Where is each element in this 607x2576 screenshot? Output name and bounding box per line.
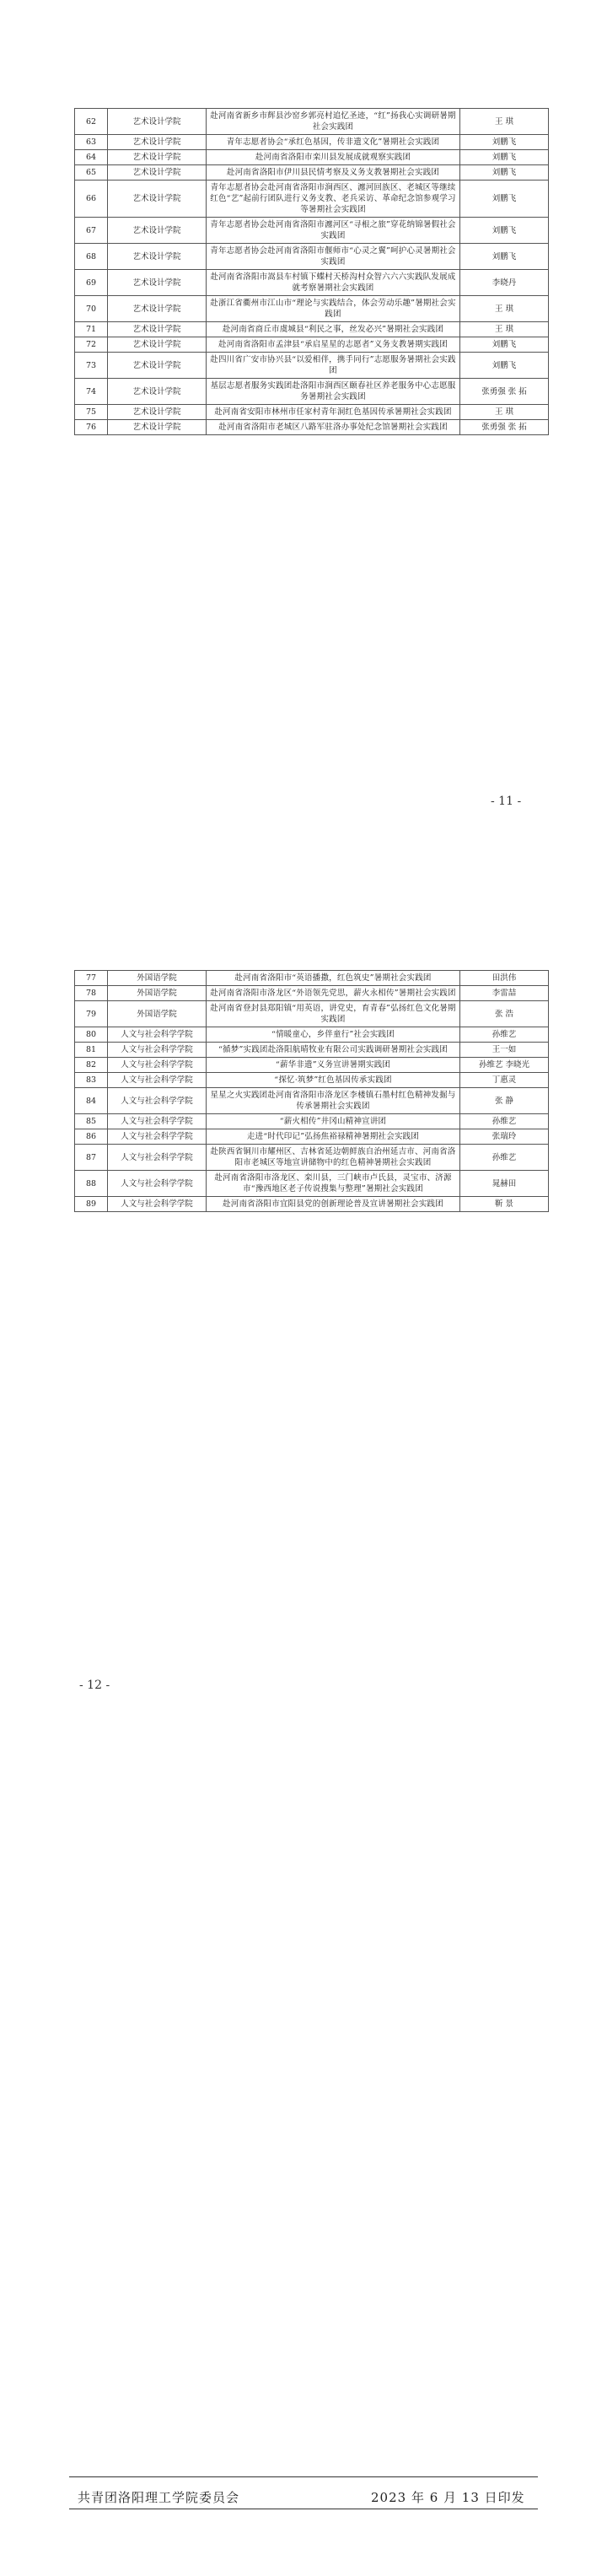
table-row bbox=[75, 1058, 549, 1073]
table-row bbox=[75, 1073, 549, 1088]
table-row bbox=[75, 420, 549, 435]
table-row bbox=[75, 181, 549, 218]
team-name-cell: 青年志愿者协会赴河南省洛阳市涧西区、瀍河回族区、老城区等继续红色“艺”起前行团队进行义务支教、老兵采访、革命纪念馆参观学习等暑期社会实践团 bbox=[207, 181, 460, 218]
college-cell: 艺术设计学院 bbox=[108, 337, 207, 353]
table-row bbox=[75, 1027, 549, 1043]
row-number: 76 bbox=[75, 420, 108, 435]
team-name-cell: 赴河南省洛阳市嵩县车村镇下蝶村天桥沟村众智六六六实践队发展成就考察暑期社会实践团 bbox=[207, 270, 460, 296]
row-number: 85 bbox=[75, 1114, 108, 1129]
table-row bbox=[75, 1114, 549, 1129]
row-number: 66 bbox=[75, 181, 108, 218]
team-name-cell: “薪火相传”井冈山精神宣讲团 bbox=[207, 1114, 460, 1129]
row-number: 88 bbox=[75, 1171, 108, 1197]
table-row bbox=[75, 353, 549, 379]
team-name-cell: “情暖童心，乡伴童行”社会实践团 bbox=[207, 1027, 460, 1043]
row-number: 73 bbox=[75, 353, 108, 379]
row-number: 75 bbox=[75, 405, 108, 420]
team-name-cell: 赴河南省洛阳市“英语播撒，红色筑史”暑期社会实践团 bbox=[207, 971, 460, 986]
table-row bbox=[75, 150, 549, 165]
college-cell: 艺术设计学院 bbox=[108, 353, 207, 379]
team-name-cell: 青年志愿者协会赴河南省洛阳市瀍河区“寻根之旅”穿花纳锦暑假社会实践团 bbox=[207, 218, 460, 244]
college-cell: 人文与社会科学学院 bbox=[108, 1171, 207, 1197]
leader-cell: 田洪伟 bbox=[460, 971, 549, 986]
row-number: 86 bbox=[75, 1129, 108, 1145]
roster-table-page-12 bbox=[74, 970, 530, 1212]
college-cell: 人文与社会科学学院 bbox=[108, 1043, 207, 1058]
leader-cell: 晁赫田 bbox=[460, 1171, 549, 1197]
table-row bbox=[75, 1001, 549, 1027]
team-name-cell: 走进“时代印记”弘扬焦裕禄精神暑期社会实践团 bbox=[207, 1129, 460, 1145]
leader-cell: 刘鹏飞 bbox=[460, 337, 549, 353]
table-row bbox=[75, 296, 549, 322]
row-number: 69 bbox=[75, 270, 108, 296]
college-cell: 艺术设计学院 bbox=[108, 165, 207, 181]
table-row bbox=[75, 405, 549, 420]
table-row bbox=[75, 1145, 549, 1171]
leader-cell: 李晓丹 bbox=[460, 270, 549, 296]
leader-cell: 王 琪 bbox=[460, 109, 549, 135]
college-cell: 人文与社会科学学院 bbox=[108, 1197, 207, 1212]
row-number: 63 bbox=[75, 135, 108, 150]
leader-cell: 孙维艺 bbox=[460, 1114, 549, 1129]
row-number: 82 bbox=[75, 1058, 108, 1073]
college-cell: 艺术设计学院 bbox=[108, 135, 207, 150]
team-name-cell: 赴河南省新乡市辉县沙窑乡郭亮村追忆圣迹，“红”扬我心实调研暑期社会实践团 bbox=[207, 109, 460, 135]
leader-cell: 孙维艺 bbox=[460, 1027, 549, 1043]
team-name-cell: 赴河南省洛阳市老城区八路军驻洛办事处纪念馆暑期社会实践团 bbox=[207, 420, 460, 435]
team-name-cell: 青年志愿者协会赴河南省洛阳市偃师市“心灵之翼”呵护心灵暑期社会实践团 bbox=[207, 244, 460, 270]
team-name-cell: “循梦”实践团赴洛阳航晴牧业有限公司实践调研暑期社会实践团 bbox=[207, 1043, 460, 1058]
leader-cell: 刘鹏飞 bbox=[460, 244, 549, 270]
college-cell: 人文与社会科学学院 bbox=[108, 1027, 207, 1043]
leader-cell: 张勇强 张 拓 bbox=[460, 379, 549, 405]
footer-top-rule bbox=[69, 2476, 538, 2477]
leader-cell: 刘鹏飞 bbox=[460, 150, 549, 165]
college-cell: 艺术设计学院 bbox=[108, 322, 207, 337]
college-cell: 人文与社会科学学院 bbox=[108, 1114, 207, 1129]
row-number: 74 bbox=[75, 379, 108, 405]
team-name-cell: 赴四川省广安市协兴县“以爱相伴，携手同行”志愿服务暑期社会实践团 bbox=[207, 353, 460, 379]
row-number: 80 bbox=[75, 1027, 108, 1043]
college-cell: 人文与社会科学学院 bbox=[108, 1088, 207, 1114]
table-row bbox=[75, 322, 549, 337]
leader-cell: 张瑞玲 bbox=[460, 1129, 549, 1145]
leader-cell: 王 琪 bbox=[460, 405, 549, 420]
leader-cell: 刘鹏飞 bbox=[460, 353, 549, 379]
college-cell: 艺术设计学院 bbox=[108, 218, 207, 244]
college-cell: 艺术设计学院 bbox=[108, 181, 207, 218]
table-row bbox=[75, 270, 549, 296]
team-name-cell: 赴河南省洛阳市孟津县“承启星星的志愿者”义务支教暑期实践团 bbox=[207, 337, 460, 353]
leader-cell: 丁惠灵 bbox=[460, 1073, 549, 1088]
row-number: 64 bbox=[75, 150, 108, 165]
roster-table-page-11 bbox=[74, 108, 527, 435]
table-row bbox=[75, 337, 549, 353]
row-number: 68 bbox=[75, 244, 108, 270]
table-row bbox=[75, 1129, 549, 1145]
college-cell: 外国语学院 bbox=[108, 1001, 207, 1027]
table-row bbox=[75, 1171, 549, 1197]
row-number: 81 bbox=[75, 1043, 108, 1058]
leader-cell: 李雷喆 bbox=[460, 986, 549, 1001]
leader-cell: 刘鹏飞 bbox=[460, 135, 549, 150]
row-number: 89 bbox=[75, 1197, 108, 1212]
row-number: 72 bbox=[75, 337, 108, 353]
table-row bbox=[75, 1197, 549, 1212]
leader-cell: 王 琪 bbox=[460, 322, 549, 337]
row-number: 78 bbox=[75, 986, 108, 1001]
team-name-cell: 赴浙江省衢州市江山市“理论与实践结合，体会劳动乐趣”暑期社会实践团 bbox=[207, 296, 460, 322]
team-name-cell: 赴河南省洛阳市栾川县发展成就观察实践团 bbox=[207, 150, 460, 165]
row-number: 79 bbox=[75, 1001, 108, 1027]
footer-issuer: 共青团洛阳理工学院委员会 bbox=[78, 2490, 240, 2505]
leader-cell: 王 琪 bbox=[460, 296, 549, 322]
college-cell: 艺术设计学院 bbox=[108, 296, 207, 322]
college-cell: 艺术设计学院 bbox=[108, 150, 207, 165]
page-number: - 11 - bbox=[491, 795, 522, 808]
college-cell: 外国语学院 bbox=[108, 986, 207, 1001]
table-row bbox=[75, 379, 549, 405]
college-cell: 艺术设计学院 bbox=[108, 420, 207, 435]
leader-cell: 张 浩 bbox=[460, 1001, 549, 1027]
table-row bbox=[75, 1088, 549, 1114]
team-name-cell: 星星之火实践团赴河南省洛阳市洛龙区李楼镇石墨村红色精神发掘与传承暑期社会实践团 bbox=[207, 1088, 460, 1114]
college-cell: 艺术设计学院 bbox=[108, 244, 207, 270]
college-cell: 艺术设计学院 bbox=[108, 405, 207, 420]
table-row bbox=[75, 244, 549, 270]
leader-cell: 孙维艺 李晓光 bbox=[460, 1058, 549, 1073]
row-number: 67 bbox=[75, 218, 108, 244]
leader-cell: 刘鹏飞 bbox=[460, 181, 549, 218]
leader-cell: 刘鹏飞 bbox=[460, 165, 549, 181]
row-number: 71 bbox=[75, 322, 108, 337]
college-cell: 人文与社会科学学院 bbox=[108, 1145, 207, 1171]
page-number: - 12 - bbox=[79, 1679, 110, 1692]
team-name-cell: “薪华非遗”义务宣讲暑期实践团 bbox=[207, 1058, 460, 1073]
team-name-cell: 基层志愿者服务实践团赴洛阳市涧西区颐春社区养老服务中心志愿服务暑期社会实践团 bbox=[207, 379, 460, 405]
row-number: 70 bbox=[75, 296, 108, 322]
leader-cell: 王一如 bbox=[460, 1043, 549, 1058]
team-name-cell: 赴河南省洛阳市洛龙区、栾川县，三门峡市卢氏县，灵宝市、济源市“豫西地区老子传说搜集与整理”暑期社会实践团 bbox=[207, 1171, 460, 1197]
leader-cell: 孙维艺 bbox=[460, 1145, 549, 1171]
team-name-cell: 赴河南省洛阳市伊川县民情考察及义务支教暑期社会实践团 bbox=[207, 165, 460, 181]
table-row bbox=[75, 971, 549, 986]
college-cell: 人文与社会科学学院 bbox=[108, 1058, 207, 1073]
row-number: 84 bbox=[75, 1088, 108, 1114]
college-cell: 艺术设计学院 bbox=[108, 270, 207, 296]
table-row bbox=[75, 165, 549, 181]
row-number: 62 bbox=[75, 109, 108, 135]
row-number: 65 bbox=[75, 165, 108, 181]
table-row bbox=[75, 109, 549, 135]
team-name-cell: 赴河南省洛阳市洛龙区“外语领先党思，薪火永相传”暑期社会实践团 bbox=[207, 986, 460, 1001]
table-row bbox=[75, 1043, 549, 1058]
college-cell: 人文与社会科学学院 bbox=[108, 1129, 207, 1145]
college-cell: 艺术设计学院 bbox=[108, 109, 207, 135]
team-name-cell: 赴河南省洛阳市宜阳县党的创新理论普及宣讲暑期社会实践团 bbox=[207, 1197, 460, 1212]
team-name-cell: 赴陕西省铜川市耀州区、吉林省延边朝鲜族自治州延吉市、河南省洛阳市老城区等地宣讲储物中的红色精神暑期社会实践团 bbox=[207, 1145, 460, 1171]
team-name-cell: 赴河南省安阳市林州市任家村青年洞红色基因传承暑期社会实践团 bbox=[207, 405, 460, 420]
team-name-cell: 青年志愿者协会“承红色基因，传非遗文化”暑期社会实践团 bbox=[207, 135, 460, 150]
college-cell: 外国语学院 bbox=[108, 971, 207, 986]
team-name-cell: 赴河南省商丘市虞城县“利民之事，丝发必兴”暑期社会实践团 bbox=[207, 322, 460, 337]
table-row bbox=[75, 986, 549, 1001]
leader-cell: 张勇强 张 拓 bbox=[460, 420, 549, 435]
leader-cell: 张 静 bbox=[460, 1088, 549, 1114]
leader-cell: 靳 景 bbox=[460, 1197, 549, 1212]
college-cell: 艺术设计学院 bbox=[108, 379, 207, 405]
table-row bbox=[75, 135, 549, 150]
college-cell: 人文与社会科学学院 bbox=[108, 1073, 207, 1088]
row-number: 83 bbox=[75, 1073, 108, 1088]
row-number: 77 bbox=[75, 971, 108, 986]
team-name-cell: 赴河南省登封县郑阳镇“用英语，讲党史，育青春”弘扬红色文化暑期实践团 bbox=[207, 1001, 460, 1027]
row-number: 87 bbox=[75, 1145, 108, 1171]
footer-date: 2023 年 6 月 13 日印发 bbox=[371, 2490, 525, 2505]
leader-cell: 刘鹏飞 bbox=[460, 218, 549, 244]
team-name-cell: “探忆·筑梦”红色基因传承实践团 bbox=[207, 1073, 460, 1088]
table-row bbox=[75, 218, 549, 244]
